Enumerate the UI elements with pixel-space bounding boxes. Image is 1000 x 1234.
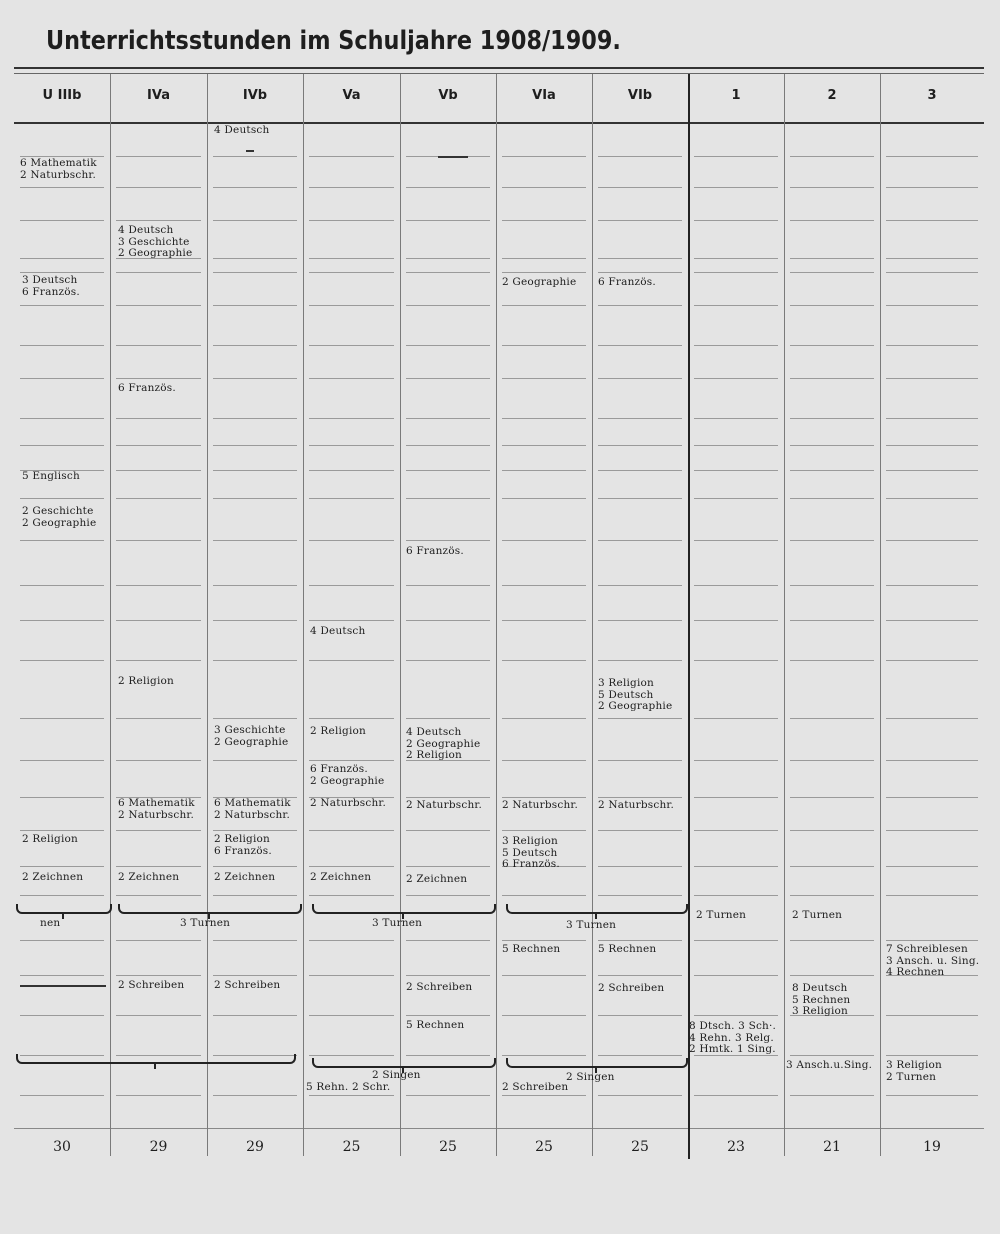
entry-va-zeichnen: 2 Zeichnen <box>310 871 372 883</box>
entry-vib-rechnen: 5 Rechnen <box>598 943 657 955</box>
entry-iva-deutsch: 4 Deutsch 3 Geschichte 2 Geographie <box>118 224 193 259</box>
dash-mark <box>20 985 106 987</box>
entry-c3-schreib: 7 Schreiblesen 3 Ansch. u. Sing. 4 Rechnen <box>886 943 980 978</box>
entry-uiiib-englisch: 5 Englisch <box>22 470 80 482</box>
column-header: IVa <box>147 88 170 103</box>
entry-ivb-deutsch: 4 Deutsch <box>214 124 270 136</box>
entry-uiiib-deutsch: 3 Deutsch 6 Französ. <box>22 274 80 298</box>
entry-vib-natur: 2 Naturbschr. <box>598 799 675 811</box>
dash-mark <box>438 156 468 158</box>
entry-c2-ansch: 3 Ansch.u.Sing. <box>786 1059 873 1071</box>
column-header: IVb <box>242 88 268 103</box>
column-header: U IIIb <box>42 88 82 103</box>
entry-va-rechnen: 5 Rehn. 2 Schr. <box>306 1081 391 1093</box>
entry-va-turnen: 3 Turnen <box>372 917 423 929</box>
entry-uiiib-religion: 2 Religion <box>22 833 79 845</box>
entry-ivb-schreiben: 2 Schreiben <box>214 979 281 991</box>
column-header: VIb <box>627 88 653 103</box>
entry-ivb-geschichte: 3 Geschichte 2 Geographie <box>214 724 289 748</box>
page-title: Unterrichtsstunden im Schuljahre 1908/1909. <box>46 26 621 56</box>
entry-ivb-zeichnen: 2 Zeichnen <box>214 871 276 883</box>
entry-va-franz: 6 Französ. 2 Geographie <box>310 763 385 787</box>
entry-c2-deutsch: 8 Deutsch 5 Rechnen 3 Religion <box>792 982 851 1017</box>
entry-va-religion: 2 Religion <box>310 725 367 737</box>
entry-ivb-religion: 2 Religion 6 Französ. <box>214 833 272 857</box>
entry-via-geographie: 2 Geographie <box>502 276 577 288</box>
column-header: VIa <box>532 88 556 103</box>
entry-c1-turnen: 2 Turnen <box>696 909 747 921</box>
entry-va-singen: 2 Singen <box>372 1069 421 1081</box>
entry-va-natur: 2 Naturbschr. <box>310 797 387 809</box>
entry-vib-schreiben: 2 Schreiben <box>598 982 665 994</box>
entry-via-natur: 2 Naturbschr. <box>502 799 579 811</box>
dash-mark <box>246 150 254 152</box>
entry-vb-zeichnen: 2 Zeichnen <box>406 873 468 885</box>
entry-uiiib-math: 6 Mathematik 2 Naturbschr. <box>20 157 97 181</box>
column-header: Va <box>342 88 361 103</box>
entry-via-singen: 2 Singen <box>566 1071 615 1083</box>
entry-vib-franz: 6 Französ. <box>598 276 656 288</box>
entry-vb-franz: 6 Französ. <box>406 545 464 557</box>
entry-iva-turnen: 3 Turnen <box>180 917 231 929</box>
column-total: 25 <box>535 1139 553 1155</box>
column-total: 19 <box>923 1139 941 1155</box>
column-total: 29 <box>149 1139 168 1155</box>
entry-iva-math: 6 Mathematik 2 Naturbschr. <box>118 797 195 821</box>
entry-via-religion: 3 Religion 5 Deutsch 6 Französ. <box>502 835 560 870</box>
entry-via-rechnen: 5 Rechnen <box>502 943 561 955</box>
entry-va-deutsch: 4 Deutsch <box>310 625 366 637</box>
entry-ivb-math: 6 Mathematik 2 Naturbschr. <box>214 797 291 821</box>
entry-via-turnen: 3 Turnen <box>566 919 617 931</box>
column-total: 25 <box>631 1139 649 1155</box>
column-total: 23 <box>727 1139 745 1155</box>
entry-uiiib-turnen: nen <box>40 917 61 929</box>
entry-vib-religion: 3 Religion 5 Deutsch 2 Geographie <box>598 677 673 712</box>
column-header: 3 <box>927 88 937 103</box>
column-total: 25 <box>439 1139 457 1155</box>
entry-c3-religion: 3 Religion 2 Turnen <box>886 1059 943 1083</box>
column-total: 25 <box>342 1139 361 1155</box>
entry-iva-zeichnen: 2 Zeichnen <box>118 871 180 883</box>
entry-uiiib-geschichte: 2 Geschichte 2 Geographie <box>22 505 97 529</box>
column-header: 1 <box>731 88 741 103</box>
entry-vb-deutsch: 4 Deutsch 2 Geographie 2 Religion <box>406 726 481 761</box>
entry-c2-turnen: 2 Turnen <box>792 909 843 921</box>
entry-iva-schreiben: 2 Schreiben <box>118 979 185 991</box>
entry-vb-rechnen: 5 Rechnen <box>406 1019 465 1031</box>
column-total: 30 <box>53 1139 71 1155</box>
entry-vb-schreiben: 2 Schreiben <box>406 981 473 993</box>
entry-iva-religion: 2 Religion <box>118 675 175 687</box>
column-total: 29 <box>246 1139 264 1155</box>
column-total: 21 <box>823 1139 841 1155</box>
entry-iva-franz: 6 Französ. <box>118 382 176 394</box>
column-header: 2 <box>827 88 837 103</box>
column-header: Vb <box>438 88 458 103</box>
entry-vb-natur: 2 Naturbschr. <box>406 799 483 811</box>
entry-c1-mix: 8 Dtsch. 3 Sch·. 4 Rehn. 3 Relg. 2 Hmtk. 1 Sing. <box>689 1020 777 1055</box>
entry-via-schreiben: 2 Schreiben <box>502 1081 569 1093</box>
entry-uiiib-zeichnen: 2 Zeichnen <box>22 871 84 883</box>
